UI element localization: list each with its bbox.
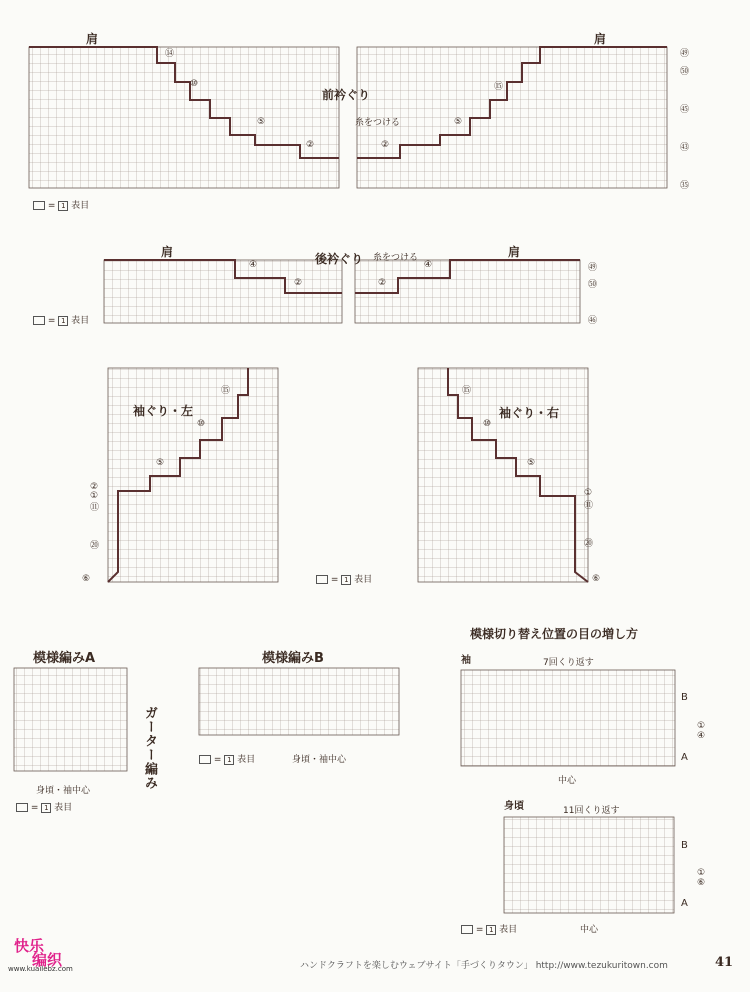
front-edge-45: ㊺ (680, 105, 690, 115)
arm-l-15: ⑮ (221, 386, 231, 396)
front-arrow-r5: ⑤ (454, 117, 463, 127)
sleeve-center-label: 中心 (558, 776, 577, 786)
front-shoulder-left-label: 肩 (86, 32, 99, 46)
footer-text: ハンドクラフトを楽しむウェブサイト「手づくりタウン」 http://www.tezukuritown.com (300, 961, 668, 971)
back-arrow-4: ④ (249, 260, 258, 270)
page-number: 41 (715, 955, 734, 970)
sleeve-mark-1: ① (697, 721, 706, 731)
front-edge-43: ㊸ (680, 143, 690, 153)
armhole-left-title: 袖ぐり・左 (133, 404, 194, 418)
front-edge-35: ㉟ (680, 181, 690, 191)
body-a: A (681, 898, 688, 909)
arm-l-11: ⑪ (90, 503, 100, 513)
front-arrow-10: ⑩ (190, 79, 199, 89)
back-edge-49: ㊾ (588, 263, 598, 273)
sleeve-label: 袖 (461, 655, 471, 666)
body-b: B (681, 840, 688, 851)
body-mark-6: ⑥ (697, 878, 706, 888)
sleeve-repeat-label: 7回くり返す (543, 658, 594, 668)
pattern-b-center-label: 身頃・袖中心 (292, 755, 347, 765)
arm-l-5: ⑤ (156, 458, 165, 468)
arm-l-20: ⑳ (90, 541, 100, 551)
arm-r-10: ⑩ (483, 419, 492, 429)
back-edge-46: ㊻ (588, 316, 598, 326)
pattern-a-title: 模様編みA (33, 651, 96, 666)
arm-l-10: ⑩ (197, 419, 206, 429)
front-edge-50: ㊿ (680, 67, 690, 77)
arm-l-6: ⑥ (82, 574, 91, 584)
front-arrow-5: ⑤ (257, 117, 266, 127)
front-attach-yarn-label: 糸をつける (355, 118, 401, 128)
pattern-b-grid (199, 668, 399, 735)
body-label: 身頃 (504, 801, 524, 812)
back-edge-50: ㊿ (588, 280, 598, 290)
front-shoulder-right-label: 肩 (594, 32, 607, 46)
arm-r-11: ⑪ (584, 501, 594, 511)
back-arrow-2: ② (294, 278, 303, 288)
logo-line2: 编织 (32, 951, 63, 969)
front-right-grid (357, 47, 667, 188)
legend-armhole: = 1 表目 (316, 572, 372, 585)
armhole-right-grid (418, 368, 588, 582)
sleeve-mark-4: ④ (697, 731, 706, 741)
pattern-a-center-label: 身頃・袖中心 (36, 786, 91, 796)
pattern-a-grid (14, 668, 127, 771)
front-left-grid (29, 47, 339, 188)
sleeve-b: B (681, 692, 688, 703)
body-increase-grid (504, 817, 674, 913)
increase-title: 模様切り替え位置の目の増し方 (470, 627, 639, 641)
legend-a: = 1 表目 (16, 800, 72, 813)
back-arrow-r2: ② (378, 278, 387, 288)
back-shoulder-left-label: 肩 (161, 245, 174, 259)
garter-label: ガーター編み (142, 706, 157, 790)
legend-front: = 1 表目 (33, 198, 89, 211)
armhole-left-grid (108, 368, 278, 582)
sleeve-a: A (681, 752, 688, 763)
arm-r-20: ⑳ (584, 539, 594, 549)
arm-l-1: ① (90, 491, 99, 501)
arm-r-5: ⑤ (527, 458, 536, 468)
back-right-grid (355, 260, 580, 323)
front-arrow-2: ② (306, 140, 315, 150)
legend-b: = 1 表目 (199, 752, 255, 765)
site-logo (8, 935, 78, 975)
logo-line1: 快乐 (14, 937, 45, 955)
front-arrow-r15: ⑮ (494, 82, 504, 92)
body-repeat-label: 11回くり返す (563, 806, 620, 816)
sleeve-increase-grid (461, 670, 675, 766)
front-neck-title: 前衿ぐり (322, 88, 371, 102)
legend-increase: = 1 表目 (461, 922, 517, 935)
back-left-grid (104, 260, 342, 323)
back-attach-yarn-label: 糸をつける (373, 253, 419, 263)
body-center-label: 中心 (580, 925, 599, 935)
pattern-b-title: 模様編みB (262, 651, 324, 666)
armhole-right-title: 袖ぐり・右 (499, 406, 560, 420)
front-arrow-14: ⑭ (165, 49, 175, 59)
back-arrow-r4: ④ (424, 260, 433, 270)
logo-url: www.kuailebz.com (8, 965, 73, 973)
back-shoulder-right-label: 肩 (508, 245, 521, 259)
back-neck-title: 後衿ぐり (315, 252, 364, 266)
front-arrow-r2: ② (381, 140, 390, 150)
legend-back: = 1 表目 (33, 313, 89, 326)
body-mark-1: ① (697, 868, 706, 878)
arm-r-6: ⑥ (592, 574, 601, 584)
arm-l-2: ② (90, 482, 99, 492)
arm-r-1: ① (584, 488, 593, 498)
front-edge-49: ㊾ (680, 49, 690, 59)
arm-r-15: ⑮ (462, 386, 472, 396)
